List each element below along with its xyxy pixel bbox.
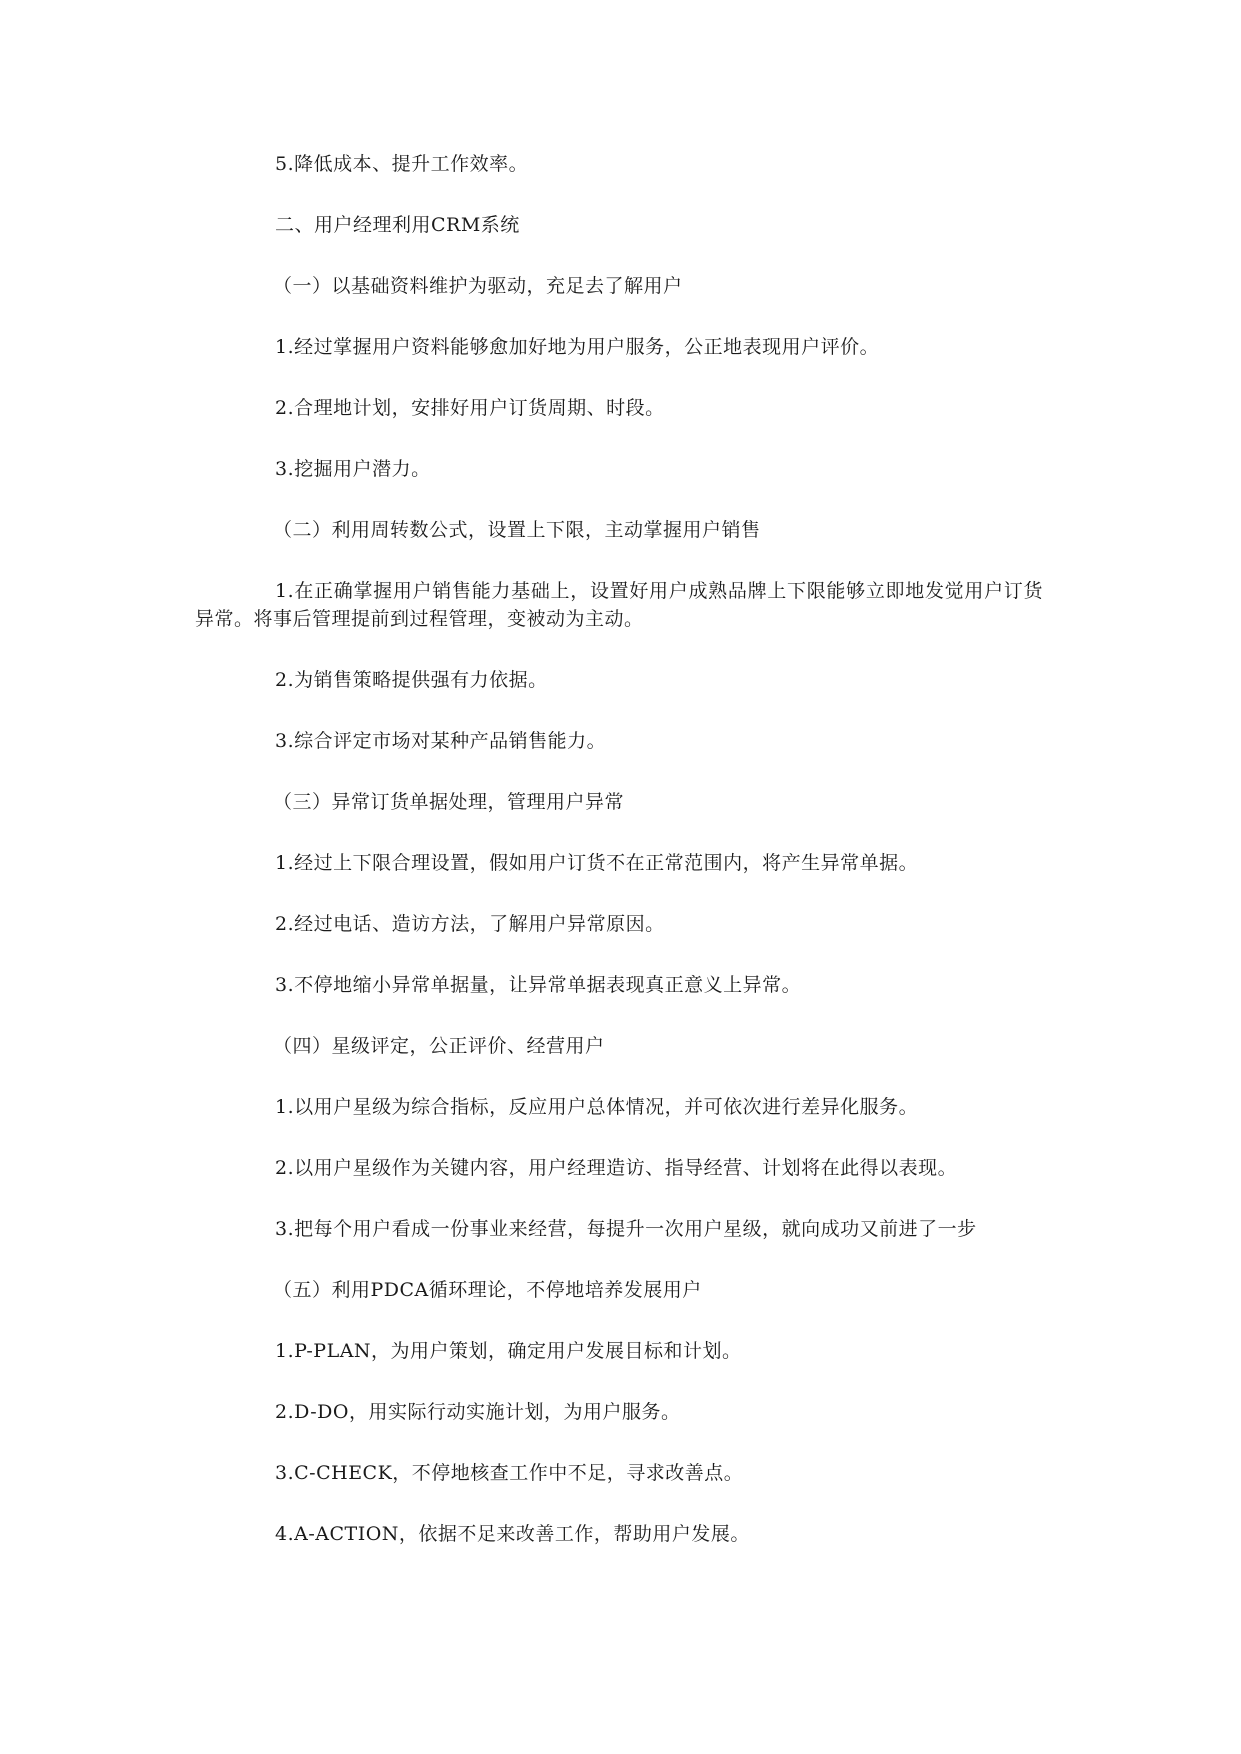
paragraph-item: 1.经过上下限合理设置，假如用户订货不在正常范围内，将产生异常单据。: [275, 852, 919, 874]
subsection-heading-5: （五）利用PDCA循环理论，不停地培养发展用户: [273, 1279, 702, 1301]
subsection-heading-3: （三）异常订货单据处理，管理用户异常: [273, 791, 625, 813]
paragraph-item-5-reduce-cost: 5.降低成本、提升工作效率。: [275, 153, 529, 175]
subsection-heading-4: （四）星级评定，公正评价、经营用户: [273, 1035, 605, 1057]
paragraph-item: 2.合理地计划，安排好用户订货周期、时段。: [275, 397, 665, 419]
paragraph-item: 3.挖掘用户潜力。: [275, 458, 431, 480]
paragraph-item: 2.经过电话、造访方法，了解用户异常原因。: [275, 913, 665, 935]
subsection-heading-1: （一）以基础资料维护为驱动，充足去了解用户: [273, 275, 683, 297]
paragraph-item: 1.P-PLAN，为用户策划，确定用户发展目标和计划。: [275, 1340, 742, 1362]
paragraph-item: 3.综合评定市场对某种产品销售能力。: [275, 730, 607, 752]
paragraph-item: 3.不停地缩小异常单据量，让异常单据表现真正意义上异常。: [275, 974, 802, 996]
paragraph-item: 1.以用户星级为综合指标，反应用户总体情况，并可依次进行差异化服务。: [275, 1096, 919, 1118]
paragraph-item: 2.以用户星级作为关键内容，用户经理造访、指导经营、计划将在此得以表现。: [275, 1157, 958, 1179]
document-body: [195, 150, 1043, 1548]
subsection-heading-2: （二）利用周转数公式，设置上下限，主动掌握用户销售: [273, 519, 761, 541]
paragraph-item: 1.经过掌握用户资料能够愈加好地为用户服务，公正地表现用户评价。: [275, 336, 880, 358]
paragraph-item: 3.把每个用户看成一份事业来经营，每提升一次用户星级，就向成功又前进了一步: [275, 1218, 977, 1240]
paragraph-item: 2.为销售策略提供强有力依据。: [275, 669, 548, 691]
paragraph-item-multiline: 1.在正确掌握用户销售能力基础上，设置好用户成熟品牌上下限能够立即地发觉用户订货异常。将事后管理提前到过程管理，变被动为主动。: [195, 580, 1043, 630]
paragraph-item: 3.C-CHECK，不停地核查工作中不足，寻求改善点。: [275, 1462, 744, 1484]
paragraph-item: 2.D-DO，用实际行动实施计划，为用户服务。: [275, 1401, 681, 1423]
section-heading-2: 二、用户经理利用CRM系统: [275, 214, 520, 236]
paragraph-item: 4.A-ACTION，依据不足来改善工作，帮助用户发展。: [275, 1523, 750, 1545]
